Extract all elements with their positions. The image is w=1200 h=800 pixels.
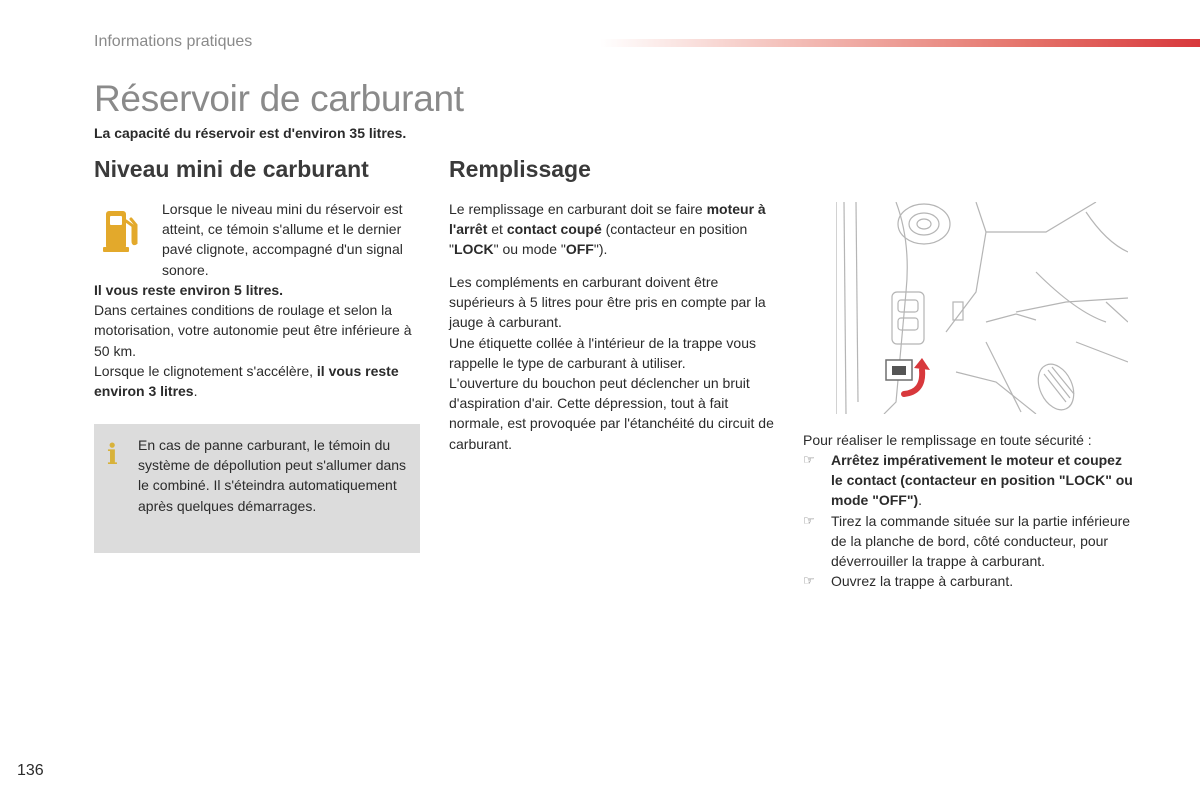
pointing-hand-icon: ☞ bbox=[803, 512, 815, 528]
pointing-hand-icon: ☞ bbox=[803, 452, 815, 467]
heading-min-level: Niveau mini de carburant bbox=[94, 156, 369, 182]
page-title: Réservoir de carburant bbox=[94, 78, 464, 119]
info-text: En cas de panne carburant, le témoin du système de dépollution peut s'allumer dans le combiné. Il s'éteindra automatiquement après quelques démarrages. bbox=[138, 437, 407, 514]
list-item: ☞ Ouvrez la trappe à carburant. bbox=[803, 571, 1133, 591]
refilling-condition: Le remplissage en carburant doit se faire moteur à l'arrêt et contact coupé (contacteur en position "LOCK" ou mode "OFF"). bbox=[449, 201, 766, 258]
blink-note: Lorsque le clignotement s'accélère, il vous reste environ 3 litres. bbox=[94, 362, 399, 400]
list-item: ☞ Arrêtez impérativement le moteur et coupez le contact (contacteur en position "LOCK" ou mode "OFF"). bbox=[803, 452, 1133, 509]
pointing-hand-icon: ☞ bbox=[803, 573, 815, 589]
list-item: ☞ Tirez la commande située sur la partie inférieure de la planche de bord, côté conducteur, pour déverrouiller la trappe à carburant. bbox=[803, 512, 1131, 570]
section-label: Informations pratiques bbox=[94, 33, 253, 50]
warning-light-description: Lorsque le niveau mini du réservoir est atteint, ce témoin s'allume et le dernier pavé clignote, accompagné d'un signal sonore. bbox=[162, 201, 403, 278]
header-accent-bar bbox=[600, 39, 1200, 47]
autonomy-note: Dans certaines conditions de roulage et selon la motorisation, votre autonomie peut être inférieure à 50 km. bbox=[94, 302, 412, 359]
page-number: 136 bbox=[17, 762, 44, 779]
safety-intro: Pour réaliser le remplissage en toute sécurité : bbox=[803, 432, 1092, 448]
heading-refilling: Remplissage bbox=[449, 156, 591, 182]
min-level-details bbox=[94, 280, 419, 401]
fuel-pump-icon bbox=[102, 207, 142, 253]
refill-minimum-note: Les compléments en carburant doivent être supérieurs à 5 litres pour être pris en compte par la jauge à carburant. bbox=[449, 274, 766, 331]
capacity-note: La capacité du réservoir est d'environ 35 litres. bbox=[94, 125, 407, 141]
remaining-5-litres: Il vous reste environ 5 litres. bbox=[94, 282, 284, 298]
fuel-flap-release-illustration bbox=[836, 202, 1128, 414]
refilling-details bbox=[449, 272, 779, 454]
safety-steps bbox=[803, 450, 1133, 591]
info-icon: i bbox=[107, 438, 118, 471]
fuel-label-note: Une étiquette collée à l'intérieur de la trappe vous rappelle le type de carburant à utiliser. bbox=[449, 334, 756, 371]
cap-noise-note: L'ouverture du bouchon peut déclencher un bruit d'aspiration d'air. Cette dépression, tout à fait normale, est provoquée par l'étanchéité du circuit de carburant. bbox=[449, 375, 774, 452]
